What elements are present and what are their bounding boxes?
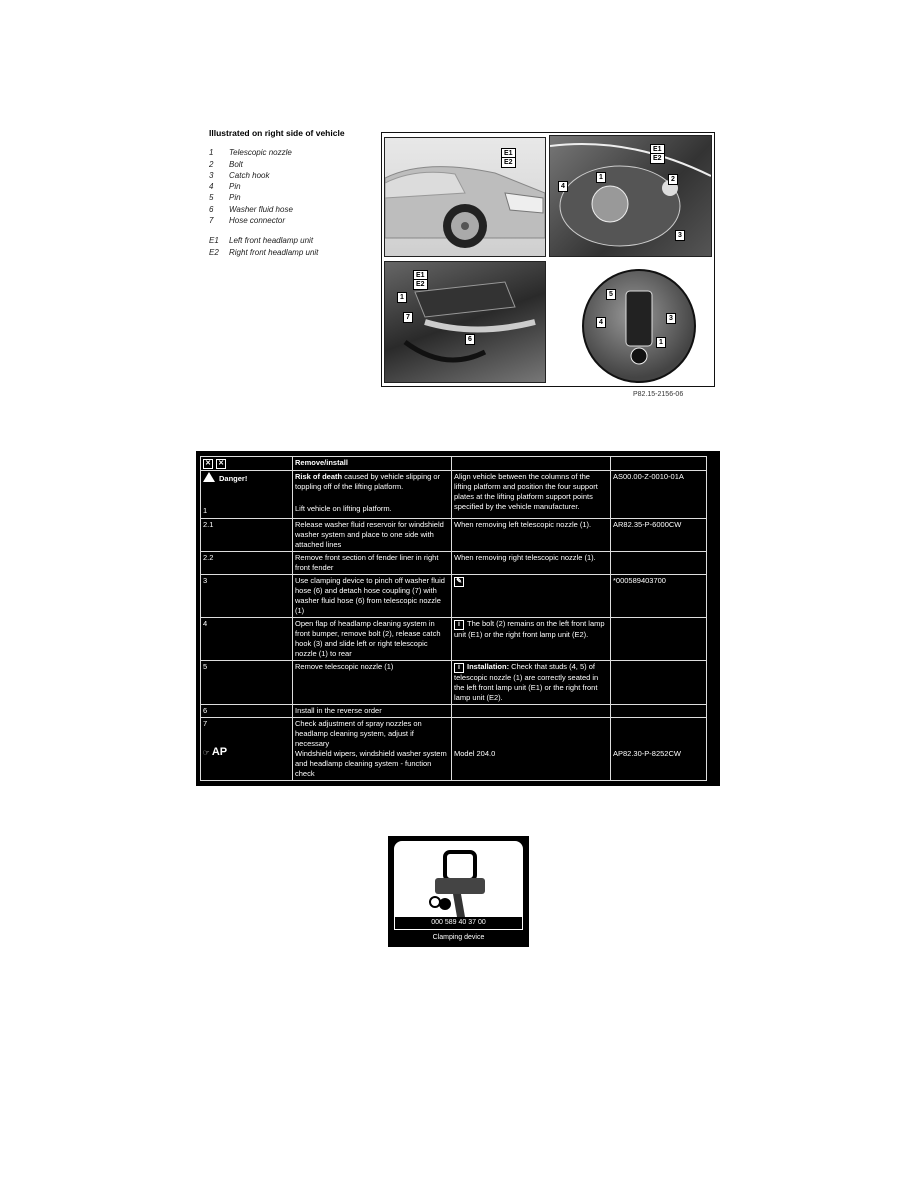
legend-item: 2 Bolt — [209, 159, 243, 169]
hose-view — [384, 261, 546, 383]
legend-item: 5 Pin — [209, 193, 241, 203]
doc-ref-cell — [611, 552, 707, 575]
headlamp-drawing — [550, 136, 711, 256]
step-cell: 4 — [201, 618, 293, 661]
step-cell: Danger! 1 — [201, 471, 293, 519]
legend-item: 4 Pin — [209, 182, 241, 192]
procedure-table — [200, 456, 707, 781]
callout-4: 4 — [596, 317, 606, 328]
callout-1: 1 — [596, 172, 606, 183]
figure-legend — [209, 128, 379, 258]
callout-5: 5 — [606, 289, 616, 300]
note-cell: When removing left telescopic nozzle (1). — [452, 519, 611, 552]
table-row — [201, 718, 707, 781]
callout-1: 1 — [656, 337, 666, 348]
callout-e1: E1 — [501, 148, 516, 159]
step-cell: 2.2 — [201, 552, 293, 575]
header-icons: ✕ ✕ — [201, 457, 293, 471]
legend-unit: E1 Left front headlamp unit — [209, 236, 314, 246]
doc-ref-cell[interactable]: AP82.30-P-8252CW — [611, 718, 707, 781]
doc-ref-cell[interactable]: AS00.00-Z-0010-01A — [611, 471, 707, 519]
tool-number: 000 589 40 37 00 — [394, 917, 523, 930]
legend-title: Illustrated on right side of vehicle — [209, 128, 345, 138]
table-row — [201, 552, 707, 575]
table-row — [201, 471, 707, 519]
action-cell: Open flap of headlamp cleaning system in front bumper, remove bolt (2), release catch hook (3) and slide left or right telescopic nozzle (1) to rear — [293, 618, 452, 661]
callout-e2: E2 — [501, 157, 516, 168]
callout-2: 2 — [668, 174, 678, 185]
doc-ref-cell — [611, 705, 707, 718]
hand-icon: ☞ — [203, 748, 210, 757]
callout-4: 4 — [558, 181, 568, 192]
action-cell: Remove front section of fender liner in right front fender — [293, 552, 452, 575]
tool-icon: ✎ — [454, 577, 464, 587]
procedure-table-container — [196, 451, 720, 786]
header-title: Remove/install — [293, 457, 452, 471]
step-cell: 6 — [201, 705, 293, 718]
tool-image — [388, 836, 529, 947]
table-row — [201, 661, 707, 705]
action-cell: Check adjustment of spray nozzles on headlamp cleaning system, adjust if necessary Windshield wipers, windshield washer system and headlamp cleaning system - function check — [293, 718, 452, 781]
note-cell: i The bolt (2) remains on the left front lamp unit (E1) or the right front lamp unit (E2). — [452, 618, 611, 661]
callout-1: 1 — [397, 292, 407, 303]
callout-3: 3 — [666, 313, 676, 324]
clamping-device-drawing — [394, 841, 523, 929]
callout-e2: E2 — [413, 279, 428, 290]
table-header-row — [201, 457, 707, 471]
callout-6: 6 — [465, 334, 475, 345]
step-cell: 5 — [201, 661, 293, 705]
callout-3: 3 — [675, 230, 685, 241]
info-icon: i — [454, 620, 464, 630]
note-cell: i Installation: Check that studs (4, 5) of telescopic nozzle (1) are correctly seated in the left front lamp unit (E1) or the right front lamp unit (E2). — [452, 661, 611, 705]
action-cell: Install in the reverse order — [293, 705, 452, 718]
step-cell: 2.1 — [201, 519, 293, 552]
figure-reference: P82.15-2156-06 — [633, 391, 684, 398]
legend-item: 6 Washer fluid hose — [209, 204, 293, 214]
header-cell — [452, 457, 611, 471]
note-cell — [452, 705, 611, 718]
callout-e1: E1 — [413, 270, 428, 281]
table-row — [201, 618, 707, 661]
legend-item: 3 Catch hook — [209, 170, 270, 180]
warning-icon — [203, 472, 215, 482]
table-row — [201, 519, 707, 552]
note-cell: When removing right telescopic nozzle (1). — [452, 552, 611, 575]
header-cell — [611, 457, 707, 471]
legend-unit: E2 Right front headlamp unit — [209, 247, 319, 257]
note-cell: Align vehicle between the columns of the lifting platform and position the four support plates at the lifting platform support points specified by the vehicle manufacturer. — [452, 471, 611, 519]
info-icon: i — [454, 663, 464, 673]
action-cell: Use clamping device to pinch off washer fluid hose (6) and detach hose coupling (7) with washer fluid hose (6) from telescopic nozzle (1) — [293, 575, 452, 618]
clamp-icon — [395, 842, 522, 928]
illustration — [381, 132, 715, 387]
action-cell: Remove telescopic nozzle (1) — [293, 661, 452, 705]
doc-ref-cell[interactable]: AR82.35-P-6000CW — [611, 519, 707, 552]
table-row — [201, 575, 707, 618]
tool-ref-cell[interactable]: *000589403700 — [611, 575, 707, 618]
callout-7: 7 — [403, 312, 413, 323]
headlamp-view — [549, 135, 712, 257]
callout-e1: E1 — [650, 144, 665, 155]
step-cell: 7 ☞ AP — [201, 718, 293, 781]
note-cell: Model 204.0 — [452, 718, 611, 781]
action-cell: Risk of death caused by vehicle slipping or toppling off of the lifting platform. Lift vehicle on lifting platform. — [293, 471, 452, 519]
callout-e2: E2 — [650, 153, 665, 164]
action-cell: Release washer fluid reservoir for windshield washer system and place to one side with attached lines — [293, 519, 452, 552]
legend-item: 1 Telescopic nozzle — [209, 148, 292, 158]
step-cell: 3 — [201, 575, 293, 618]
table-row — [201, 705, 707, 718]
tool-caption: Clamping device — [432, 934, 485, 941]
car-drawing — [385, 138, 545, 256]
legend-item: 7 Hose connector — [209, 216, 286, 226]
car-front-view — [384, 137, 546, 257]
doc-ref-cell — [611, 618, 707, 661]
tool-icon-cell — [452, 575, 611, 618]
nozzle-detail — [582, 269, 696, 383]
doc-ref-cell — [611, 661, 707, 705]
